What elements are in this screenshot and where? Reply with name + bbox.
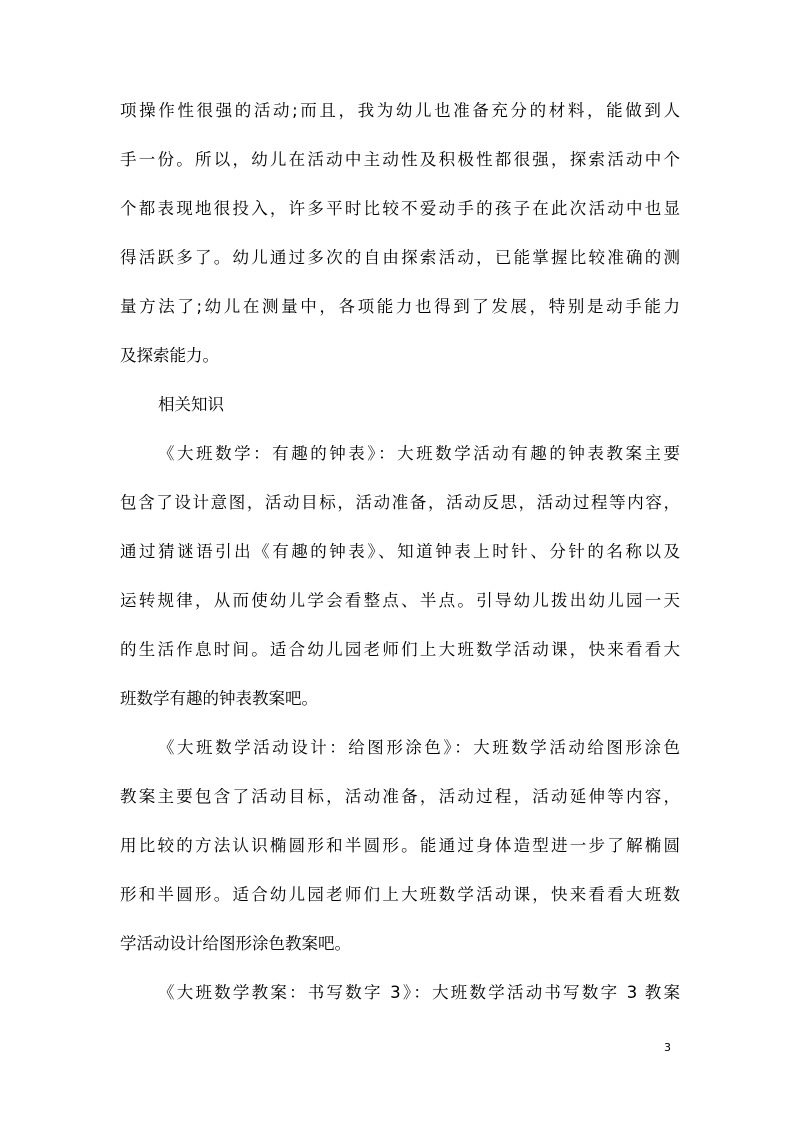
page-number: 3 xyxy=(664,1041,671,1054)
text-line: 得活跃多了。幼儿通过多次的自由探索活动，已能掌握比较准确的测 xyxy=(120,248,680,267)
text-line: 班数学有趣的钟表教案吧。 xyxy=(120,689,318,708)
text-line: 通过猜谜语引出《有趣的钟表》、知道钟表上时针、分针的名称以及 xyxy=(120,542,680,561)
paragraph-activity-reflection xyxy=(120,95,680,372)
paragraph-interesting-clock xyxy=(120,438,680,715)
text-line: 量方法了;幼儿在测量中，各项能力也得到了发展，特别是动手能力 xyxy=(120,297,680,316)
section-heading-related-knowledge xyxy=(120,389,680,421)
body-text xyxy=(120,95,680,1026)
paragraph-shape-coloring xyxy=(120,732,680,960)
text-line: 形和半圆形。适合幼儿园老师们上大班数学活动课，快来看看大班数 xyxy=(120,885,680,904)
text-line: 及探索能力。 xyxy=(120,346,219,365)
text-line: 《大班数学活动设计：给图形涂色》：大班数学活动给图形涂色 xyxy=(158,738,680,757)
text-line: 运转规律，从而使幼儿学会看整点、半点。引导幼儿拨出幼儿园一天 xyxy=(120,591,680,610)
text-line: 包含了设计意图，活动目标，活动准备，活动反思，活动过程等内容， xyxy=(120,493,680,512)
text-line: 学活动设计给图形涂色教案吧。 xyxy=(120,934,351,953)
text-line: 手一份。所以，幼儿在活动中主动性及积极性都很强，探索活动中个 xyxy=(120,150,680,169)
text-line: 《大班数学教案：书写数字 3》：大班数学活动书写数字 3 教案 xyxy=(158,983,680,1002)
text-line: 教案主要包含了活动目标，活动准备，活动过程，活动延伸等内容， xyxy=(120,787,680,806)
text-line: 《大班数学：有趣的钟表》：大班数学活动有趣的钟表教案主要 xyxy=(158,444,680,463)
text-line: 的生活作息时间。适合幼儿园老师们上大班数学活动课，快来看看大 xyxy=(120,640,680,659)
text-line: 个都表现地很投入，许多平时比较不爱动手的孩子在此次活动中也显 xyxy=(120,199,680,218)
text-line: 项操作性很强的活动;而且，我为幼儿也准备充分的材料，能做到人 xyxy=(120,101,680,120)
text-line: 用比较的方法认识椭圆形和半圆形。能通过身体造型进一步了解椭圆 xyxy=(120,836,680,855)
paragraph-writing-number-3 xyxy=(120,977,680,1009)
section-heading: 相关知识 xyxy=(158,395,224,414)
